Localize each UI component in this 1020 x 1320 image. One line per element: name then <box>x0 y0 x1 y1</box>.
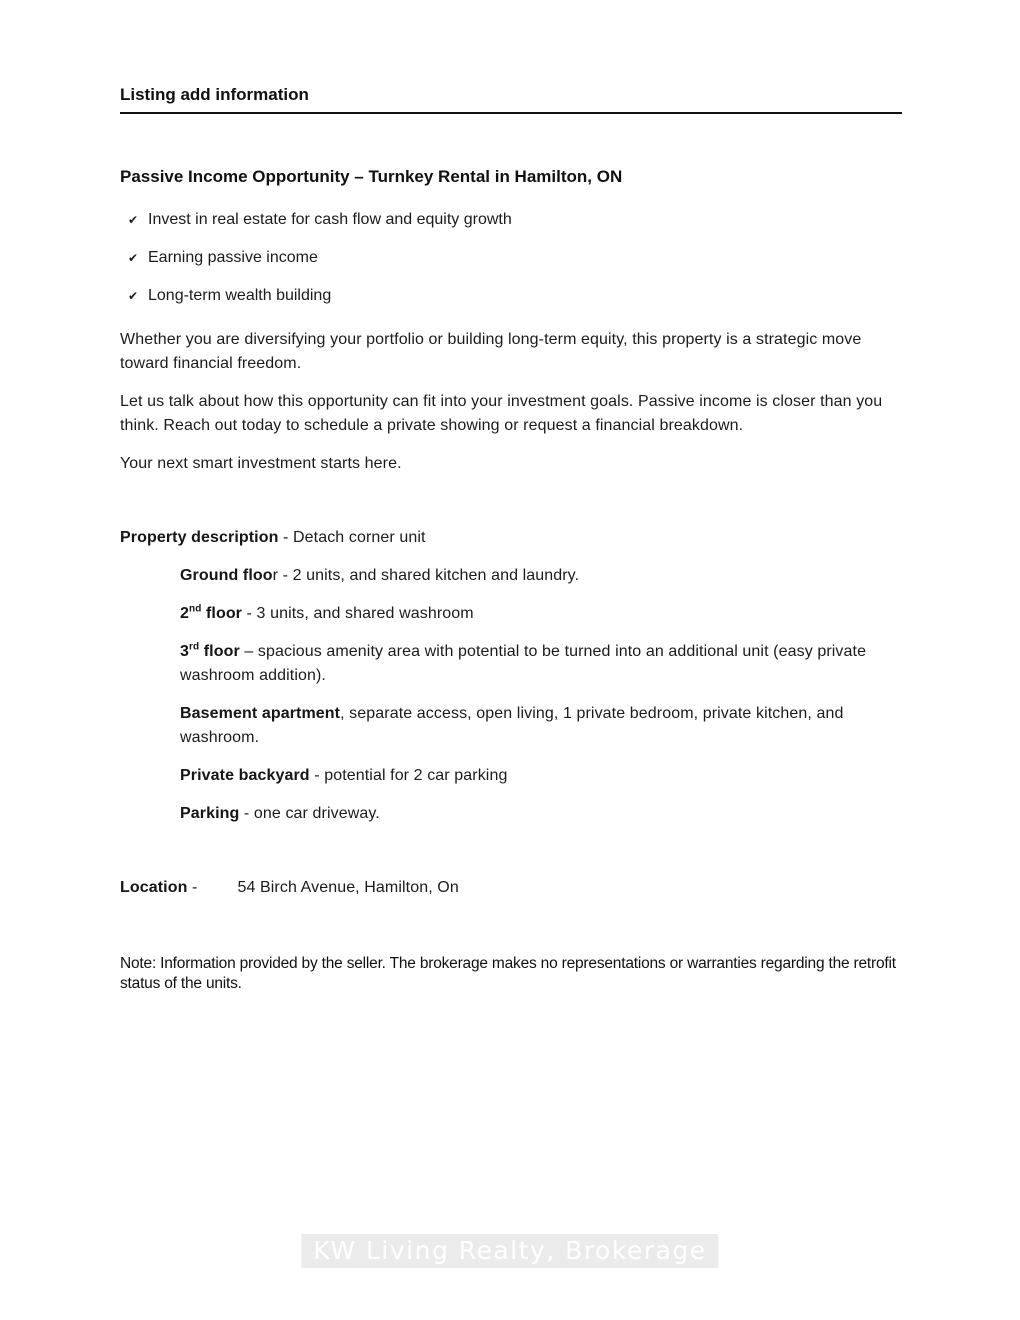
strategic-move-paragraph: Whether you are diversifying your portfolio or building long-term equity, this property is a strategic move toward financial freedom. <box>120 331 862 372</box>
property-item-text: - one car driveway. <box>239 805 380 822</box>
property-item-bold-text: floor <box>201 605 243 622</box>
property-description-label: Property description <box>120 529 279 546</box>
property-item-second-floor <box>180 602 902 626</box>
ordinal-superscript: nd <box>189 603 202 615</box>
property-item-basement <box>180 702 902 750</box>
listing-heading: Passive Income Opportunity – Turnkey Rental in Hamilton, ON <box>120 167 623 186</box>
ordinal-superscript: rd <box>189 641 200 653</box>
property-item-bold-text: 3 <box>180 643 189 660</box>
checkmark-icon: ✔ <box>128 213 139 227</box>
property-item-text: – spacious amenity area with potential to be turned into an additional unit (easy private washroom addition). <box>180 643 867 684</box>
property-item-bold-text: Parking <box>180 805 240 822</box>
property-item-text: - 3 units, and shared washroom <box>242 605 474 622</box>
property-description-row <box>120 526 902 550</box>
closing-line-paragraph: Your next smart investment starts here. <box>120 455 402 472</box>
brokerage-watermark: KW Living Realty, Brokerage <box>301 1234 718 1268</box>
property-item-bold-text: Private backyard <box>180 767 310 784</box>
property-item-bold-text: floor <box>199 643 240 660</box>
disclaimer-note: Note: Information provided by the seller. The brokerage makes no representations or warranties regarding the retrofit status of the units. <box>120 955 896 992</box>
location-value: 54 Birch Avenue, Hamilton, On <box>237 879 459 896</box>
property-item-text: r - 2 units, and shared kitchen and laundry. <box>272 567 580 584</box>
checklist-item <box>120 208 902 232</box>
property-item-text: , separate access, open living, 1 private bedroom, private kitchen, and washroom. <box>180 705 844 746</box>
property-item-third-floor <box>180 640 902 688</box>
property-item-bold <box>180 767 310 784</box>
property-item-backyard <box>180 764 902 788</box>
checkmark-icon: ✔ <box>128 251 139 265</box>
document-header <box>120 85 902 114</box>
property-item-bold <box>180 805 239 822</box>
intro-paragraphs <box>120 328 902 476</box>
checkmark-icon: ✔ <box>128 289 139 303</box>
property-item-text: - potential for 2 car parking <box>309 767 508 784</box>
property-item-ground-floor <box>180 564 902 588</box>
checklist-item-text: Invest in real estate for cash flow and equity growth <box>148 211 512 228</box>
call-to-action-paragraph: Let us talk about how this opportunity can fit into your investment goals. Passive income is closer than you think. Reach out today to schedule a private showing or request a financial breakdown. <box>120 393 883 434</box>
location-label: Location <box>120 879 188 896</box>
property-item-bold <box>180 643 240 660</box>
property-item-bold-text: Basement apartment <box>180 705 341 722</box>
location-row <box>120 876 902 900</box>
property-item-bold-text: Ground floo <box>180 567 273 584</box>
checklist-item-text: Earning passive income <box>148 249 318 266</box>
property-item-bold-text: 2 <box>180 605 189 622</box>
header-title: Listing add information <box>120 85 902 114</box>
checklist-item <box>120 246 902 270</box>
property-item-parking <box>180 802 902 826</box>
property-item-bold <box>180 605 242 622</box>
benefits-checklist <box>120 208 902 308</box>
property-items-list <box>180 564 902 826</box>
property-item-bold <box>180 567 273 584</box>
location-dash: - <box>187 879 198 896</box>
checklist-item <box>120 284 902 308</box>
property-description-value: - Detach corner unit <box>278 529 426 546</box>
checklist-item-text: Long-term wealth building <box>148 287 332 304</box>
property-item-bold <box>180 705 340 722</box>
